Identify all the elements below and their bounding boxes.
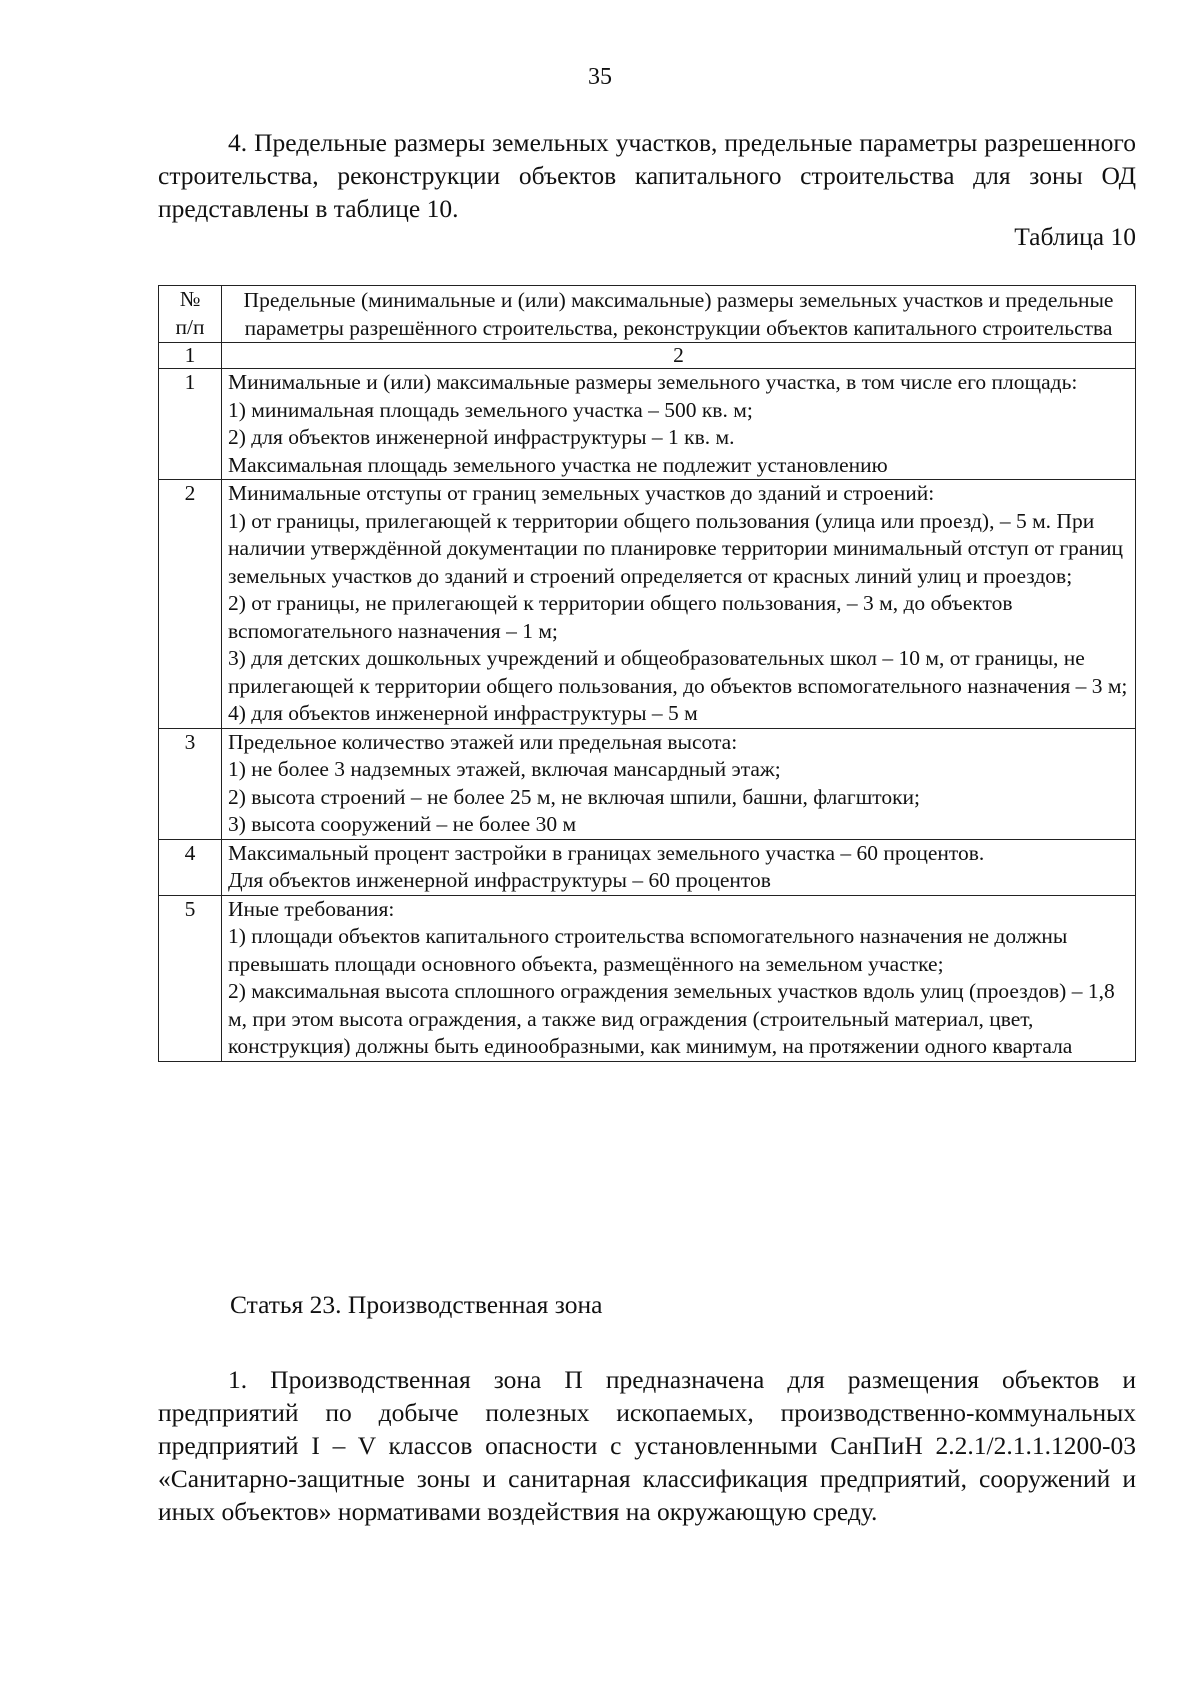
table-row	[159, 369, 1136, 480]
row-number: 3	[159, 728, 222, 839]
row-number: 2	[159, 480, 222, 729]
row-line: 2) для объектов инженерной инфраструктуры – 1 кв. м.	[228, 425, 735, 449]
index-cell-2: 2	[222, 343, 1136, 369]
row-content	[222, 728, 1136, 839]
row-line: Для объектов инженерной инфраструктуры – 60 процентов	[228, 868, 771, 892]
table-row	[159, 728, 1136, 839]
row-line: Максимальный процент застройки в границах земельного участка – 60 процентов.	[228, 840, 985, 865]
intro-paragraph: 4. Предельные размеры земельных участков, предельные параметры разрешенного строительства, реконструкции объектов капитального строительства для зоны ОД представлены в таблице 10.	[158, 128, 1136, 223]
row-line: 2) высота строений – не более 25 м, не включая шпили, башни, флагштоки;	[228, 784, 921, 809]
row-line: 2) максимальная высота сплошного ограждения земельных участков вдоль улиц (проездов) – 1,8 м, при этом высота ограждения, а также вид ограждения (строительный материал, цвет, конструкция) должны быть единообразными, как минимум, на протяжении одного квартала	[228, 979, 1115, 1058]
row-line: Максимальная площадь земельного участка не подлежит установлению	[228, 452, 888, 477]
header-num-label: № п/п	[175, 287, 205, 339]
table-row	[159, 839, 1136, 895]
row-line: 1) от границы, прилегающей к территории общего пользования (улица или проезд), – 5 м. При наличии утверждённой документации по планировке территории минимальный отступ от границ земельных участков до зданий и строений определяется от красных линий улиц и проездов;	[228, 508, 1123, 588]
table-row	[159, 895, 1136, 1061]
row-content	[222, 480, 1136, 729]
row-number: 5	[159, 895, 222, 1061]
row-content	[222, 369, 1136, 480]
row-line: Минимальные и (или) максимальные размеры земельного участка, в том числе его площадь:	[228, 370, 1078, 394]
row-line: 4) для объектов инженерной инфраструктуры – 5 м	[228, 701, 698, 725]
row-line: Минимальные отступы от границ земельных участков до зданий и строений:	[228, 481, 935, 505]
row-line: Иные требования:	[228, 896, 395, 921]
row-content	[222, 839, 1136, 895]
table-caption: Таблица 10	[1014, 222, 1136, 251]
row-line: 1) минимальная площадь земельного участка – 500 кв. м;	[228, 397, 753, 422]
row-content	[222, 895, 1136, 1061]
header-text-label: Предельные (минимальные и (или) максимальные) размеры земельных участков и предельные параметры разрешённого строительства, реконструкции объектов капитального строительства	[243, 288, 1114, 340]
row-line: 3) высота сооружений – не более 30 м	[228, 812, 577, 836]
table-header-row	[159, 286, 1136, 343]
header-text-cell	[222, 286, 1136, 343]
row-line: 1) не более 3 надземных этажей, включая мансардный этаж;	[228, 757, 781, 781]
row-line: 1) площади объектов капитального строительства вспомогательного назначения не должны превышать площади основного объекта, размещённого на земельном участке;	[228, 924, 1068, 976]
index-cell-1: 1	[159, 343, 222, 369]
row-line: 2) от границы, не прилегающей к территории общего пользования, – 3 м, до объектов вспомогательного назначения – 1 м;	[228, 591, 1013, 643]
table-row	[159, 480, 1136, 729]
row-line: Предельное количество этажей или предельная высота:	[228, 729, 738, 754]
row-number: 1	[159, 369, 222, 480]
page-number: 35	[588, 64, 612, 90]
header-num-cell	[159, 286, 222, 343]
table-index-row	[159, 343, 1136, 369]
row-line: 3) для детских дошкольных учреждений и общеобразовательных школ – 10 м, от границы, не прилегающей к территории общего пользования, до объектов вспомогательного назначения – 3 м;	[228, 646, 1128, 698]
requirements-table	[158, 285, 1136, 1062]
row-number: 4	[159, 839, 222, 895]
article-paragraph: 1. Производственная зона П предназначена для размещения объектов и предприятий по добыче полезных ископаемых, производственно-коммунальных предприятий I – V классов опасности с установленными СанПиН 2.2.1/2.1.1.1200-03 «Санитарно-защитные зоны и санитарная классификация предприятий, сооружений и иных объектов» нормативами воздействия на окружающую среду.	[158, 1365, 1136, 1526]
article-heading: Статья 23. Производственная зона	[230, 1290, 603, 1319]
